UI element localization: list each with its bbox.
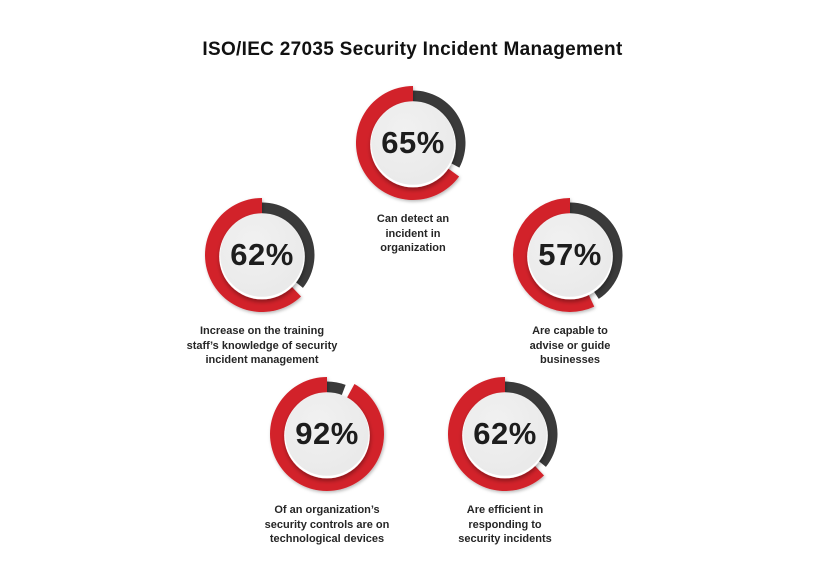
- donut-ring-svg: [447, 376, 563, 492]
- caption-line: incident management: [205, 354, 319, 366]
- page-title: ISO/IEC 27035 Security Incident Management: [202, 38, 623, 60]
- caption-line: incident in: [385, 227, 441, 240]
- caption-line: Of an organization’s: [274, 504, 380, 516]
- donut-ring: [512, 197, 628, 313]
- donut-ring: [204, 197, 320, 313]
- percent-label: 62%: [230, 237, 294, 272]
- caption-line: security controls are on: [264, 518, 390, 531]
- percent-label: 65%: [381, 125, 445, 160]
- donut-caption: [377, 212, 449, 256]
- caption-line: Are efficient in: [466, 504, 544, 516]
- percent-label: 57%: [538, 237, 602, 272]
- donut-ring: [269, 376, 385, 492]
- donut-ring-svg: [269, 376, 385, 492]
- caption-line: advise or guide: [529, 339, 611, 352]
- percent-label: 92%: [295, 416, 359, 451]
- donut-chart-training-knowledge: [157, 197, 367, 368]
- caption-line: Are capable to: [532, 325, 608, 337]
- caption-line: businesses: [540, 354, 600, 366]
- donut-caption: [530, 324, 611, 368]
- donut-ring: [355, 85, 471, 201]
- caption-line: responding to: [468, 518, 542, 531]
- donut-ring: [447, 376, 563, 492]
- donut-ring-svg: [512, 197, 628, 313]
- caption-line: Can detect an: [376, 213, 450, 225]
- donut-chart-responding-incidents: [400, 376, 610, 547]
- donut-ring-svg: [355, 85, 471, 201]
- donut-caption: [265, 503, 390, 547]
- donut-ring-svg: [204, 197, 320, 313]
- donut-caption: [458, 503, 552, 547]
- caption-line: staff’s knowledge of security: [186, 339, 338, 352]
- caption-line: technological devices: [269, 533, 385, 545]
- percent-label: 62%: [473, 416, 537, 451]
- donut-chart-advise-businesses: [465, 197, 675, 368]
- caption-line: organization: [380, 242, 446, 254]
- caption-line: security incidents: [458, 533, 552, 545]
- caption-line: Increase on the training: [199, 325, 325, 337]
- donut-caption: [187, 324, 338, 368]
